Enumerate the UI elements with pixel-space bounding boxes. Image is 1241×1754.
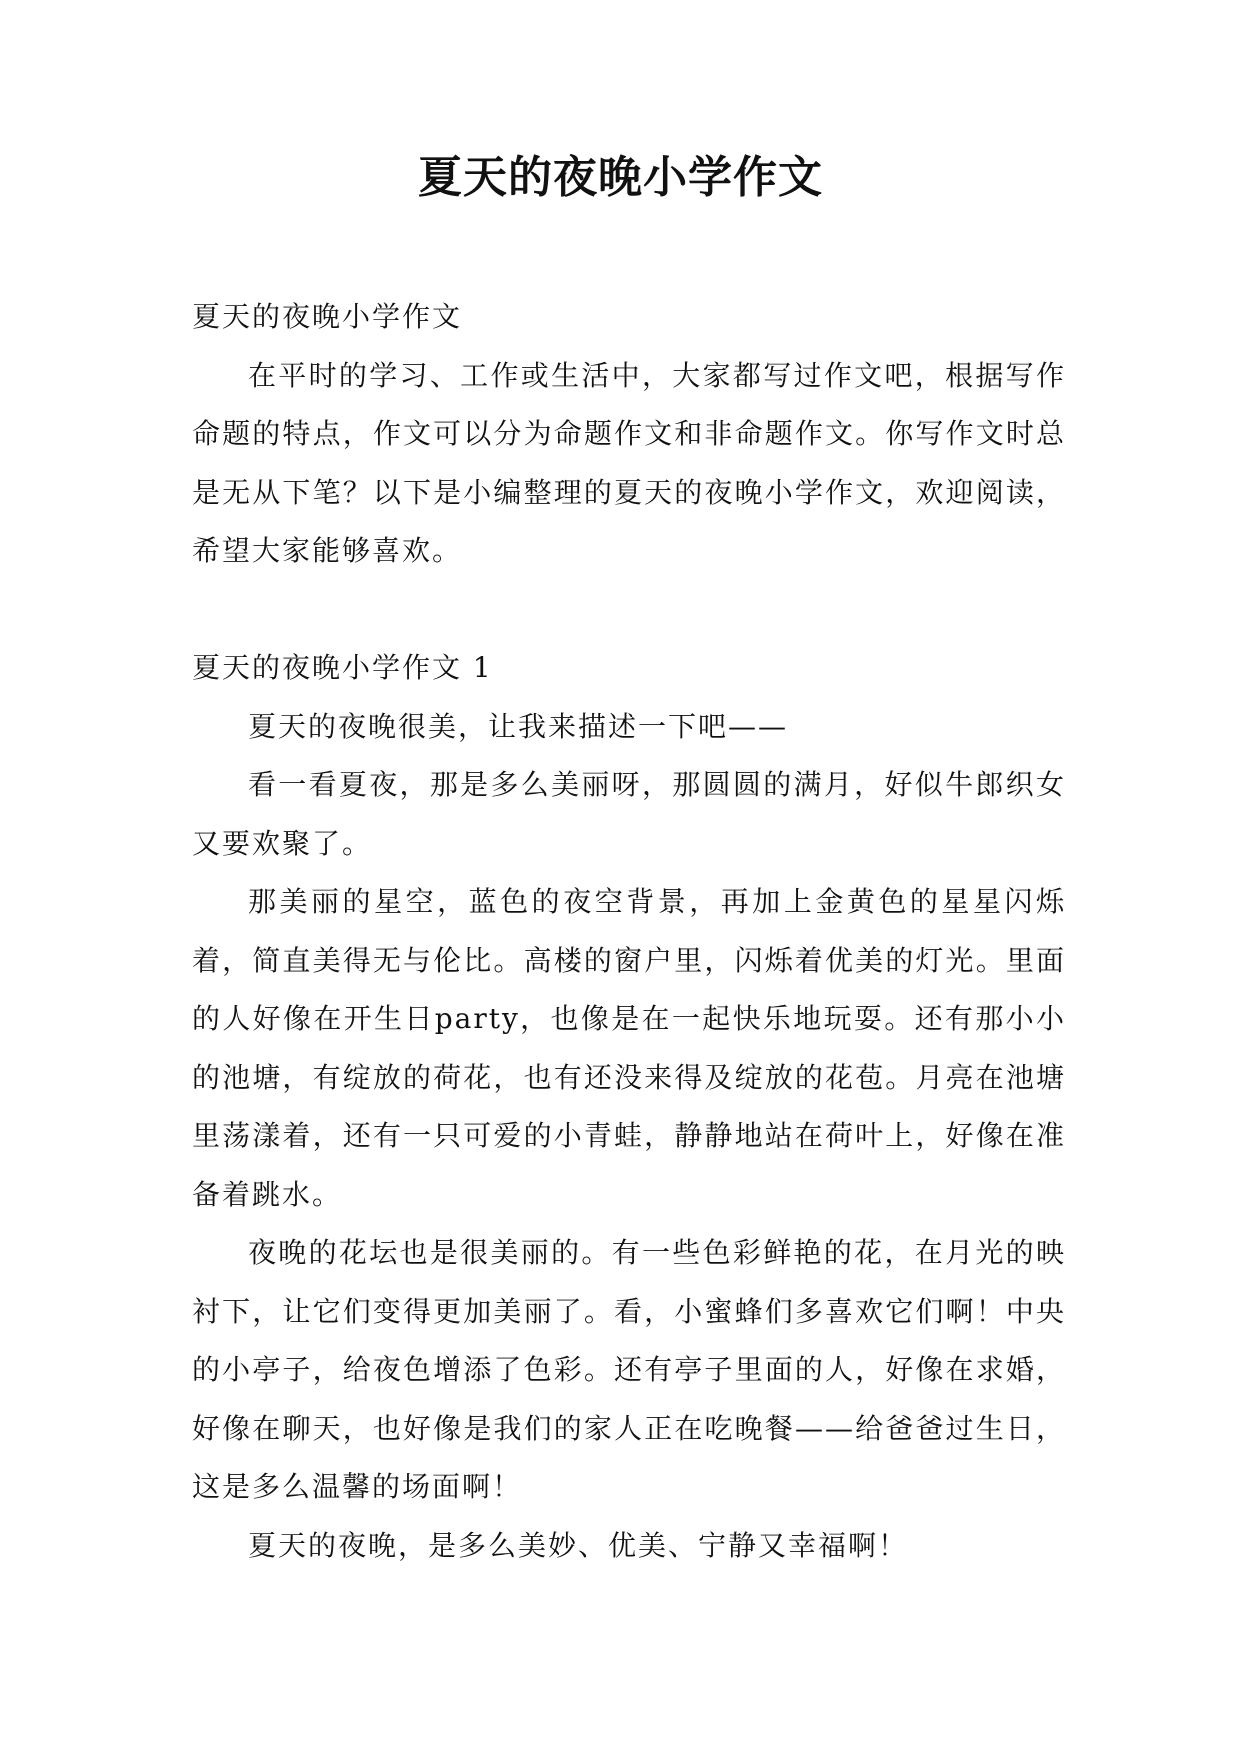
essay-heading: 夏天的夜晚小学作文 1 [192,651,493,684]
essay-paragraph: 夏天的夜晚，是多么美妙、优美、宁静又幸福啊！ [248,1528,909,1562]
intro-heading: 夏天的夜晚小学作文 [192,300,463,333]
document-body [192,288,1066,1575]
essay-paragraph: 那美丽的星空，蓝色的夜空背景，再加上金黄色的星星闪烁着，简直美得无与伦比。高楼的窗户里，闪烁着优美的灯光。里面的人好像在开生日party，也像是在一起快乐地玩耍。还有那小小的池塘，有绽放的荷花，也有还没来得及绽放的花苞。月亮在池塘里荡漾着，还有一只可爱的小青蛙，静静地站在荷叶上，好像在准备着跳水。 [192,885,1066,1211]
essay-paragraph: 夜晚的花坛也是很美丽的。有一些色彩鲜艳的花，在月光的映衬下，让它们变得更加美丽了。看，小蜜蜂们多喜欢它们啊！中央的小亭子，给夜色增添了色彩。还有亭子里面的人，好像在求婚，好像在聊天，也好像是我们的家人正在吃晚餐——给爸爸过生日，这是多么温馨的场面啊！ [192,1236,1066,1503]
document-title: 夏天的夜晚小学作文 [418,152,823,203]
section-spacer [192,581,1066,640]
intro-paragraph: 在平时的学习、工作或生活中，大家都写过作文吧，根据写作命题的特点，作文可以分为命题作文和非命题作文。你写作文时总是无从下笔？以下是小编整理的夏天的夜晚小学作文，欢迎阅读，希望大家能够喜欢。 [192,358,1066,567]
essay-paragraph: 看一看夏夜，那是多么美丽呀，那圆圆的满月，好似牛郎织女又要欢聚了。 [192,768,1066,860]
essay-paragraph: 夏天的夜晚很美，让我来描述一下吧—— [248,709,789,743]
